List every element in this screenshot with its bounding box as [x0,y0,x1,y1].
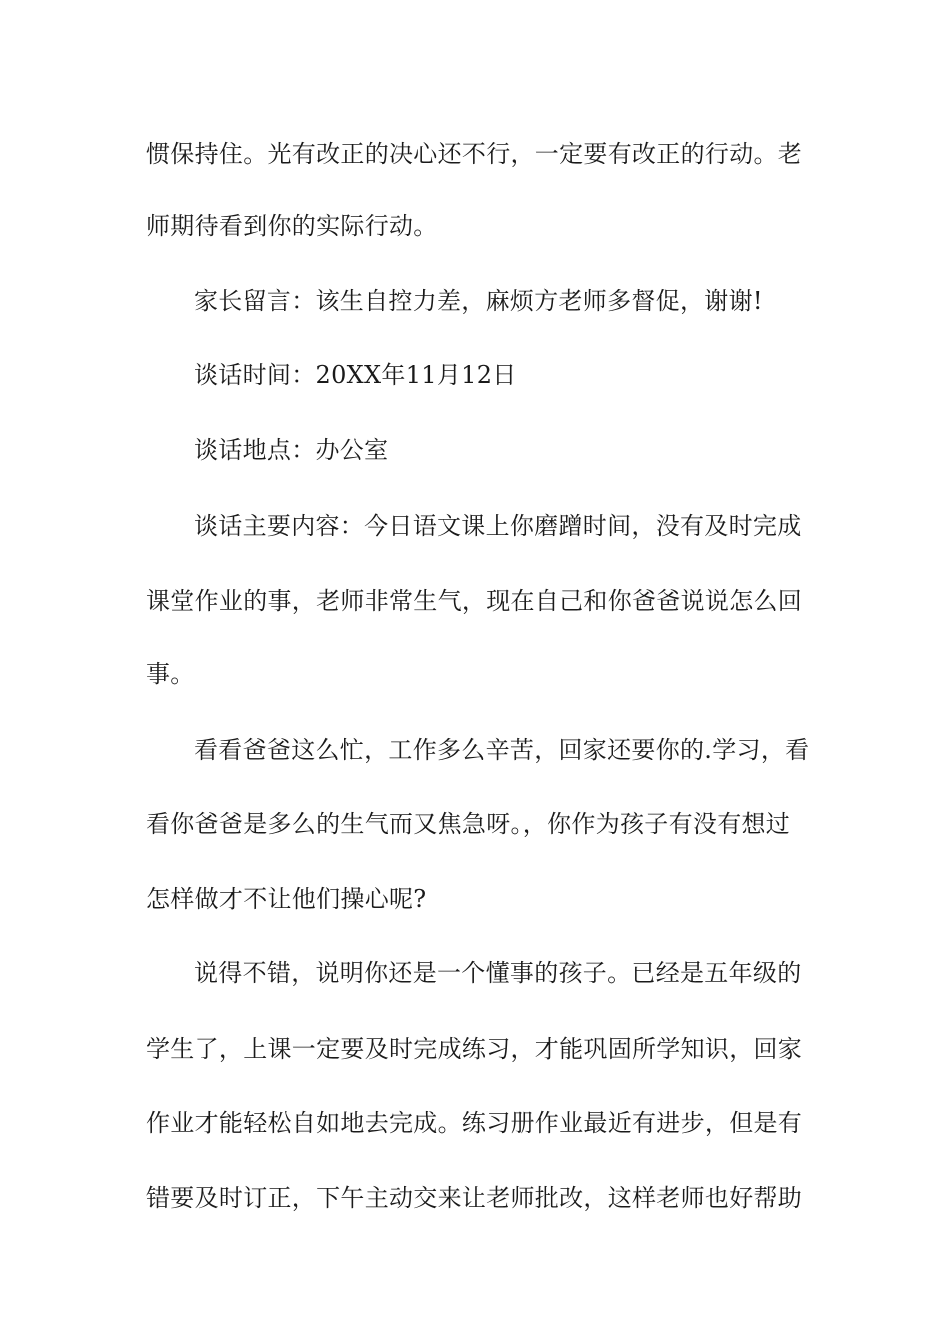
text-line: 学生了，上课一定要及时完成练习，才能巩固所学知识，回家 [146,1035,803,1063]
text-line: 怎样做才不让他们操心呢? [146,885,427,913]
text-line: 看看爸爸这么忙，工作多么辛苦，回家还要你的.学习，看 [194,736,810,764]
text-line-parent-message: 家长留言：该生自控力差，麻烦方老师多督促，谢谢! [194,287,763,315]
text-line-talk-location: 谈话地点：办公室 [194,436,389,464]
text-line-talk-time: 谈话时间：20XX年11月12日 [194,361,517,389]
text-line: 错要及时订正，下午主动交来让老师批改，这样老师也好帮助 [146,1184,803,1212]
text-line: 看你爸爸是多么的生气而又焦急呀。，你作为孩子有没有想过 [146,810,791,838]
text-line: 作业才能轻松自如地去完成。练习册作业最近有进步，但是有 [146,1109,803,1137]
text-line-talk-content: 谈话主要内容：今日语文课上你磨蹭时间，没有及时完成 [194,512,802,540]
text-line: 说得不错，说明你还是一个懂事的孩子。已经是五年级的 [194,959,802,987]
text-line: 课堂作业的事，老师非常生气，现在自己和你爸爸说说怎么回 [146,587,803,615]
text-line: 师期待看到你的实际行动。 [146,212,438,240]
text-line: 惯保持住。光有改正的决心还不行，一定要有改正的行动。老 [146,140,803,168]
text-line: 事。 [146,660,195,688]
